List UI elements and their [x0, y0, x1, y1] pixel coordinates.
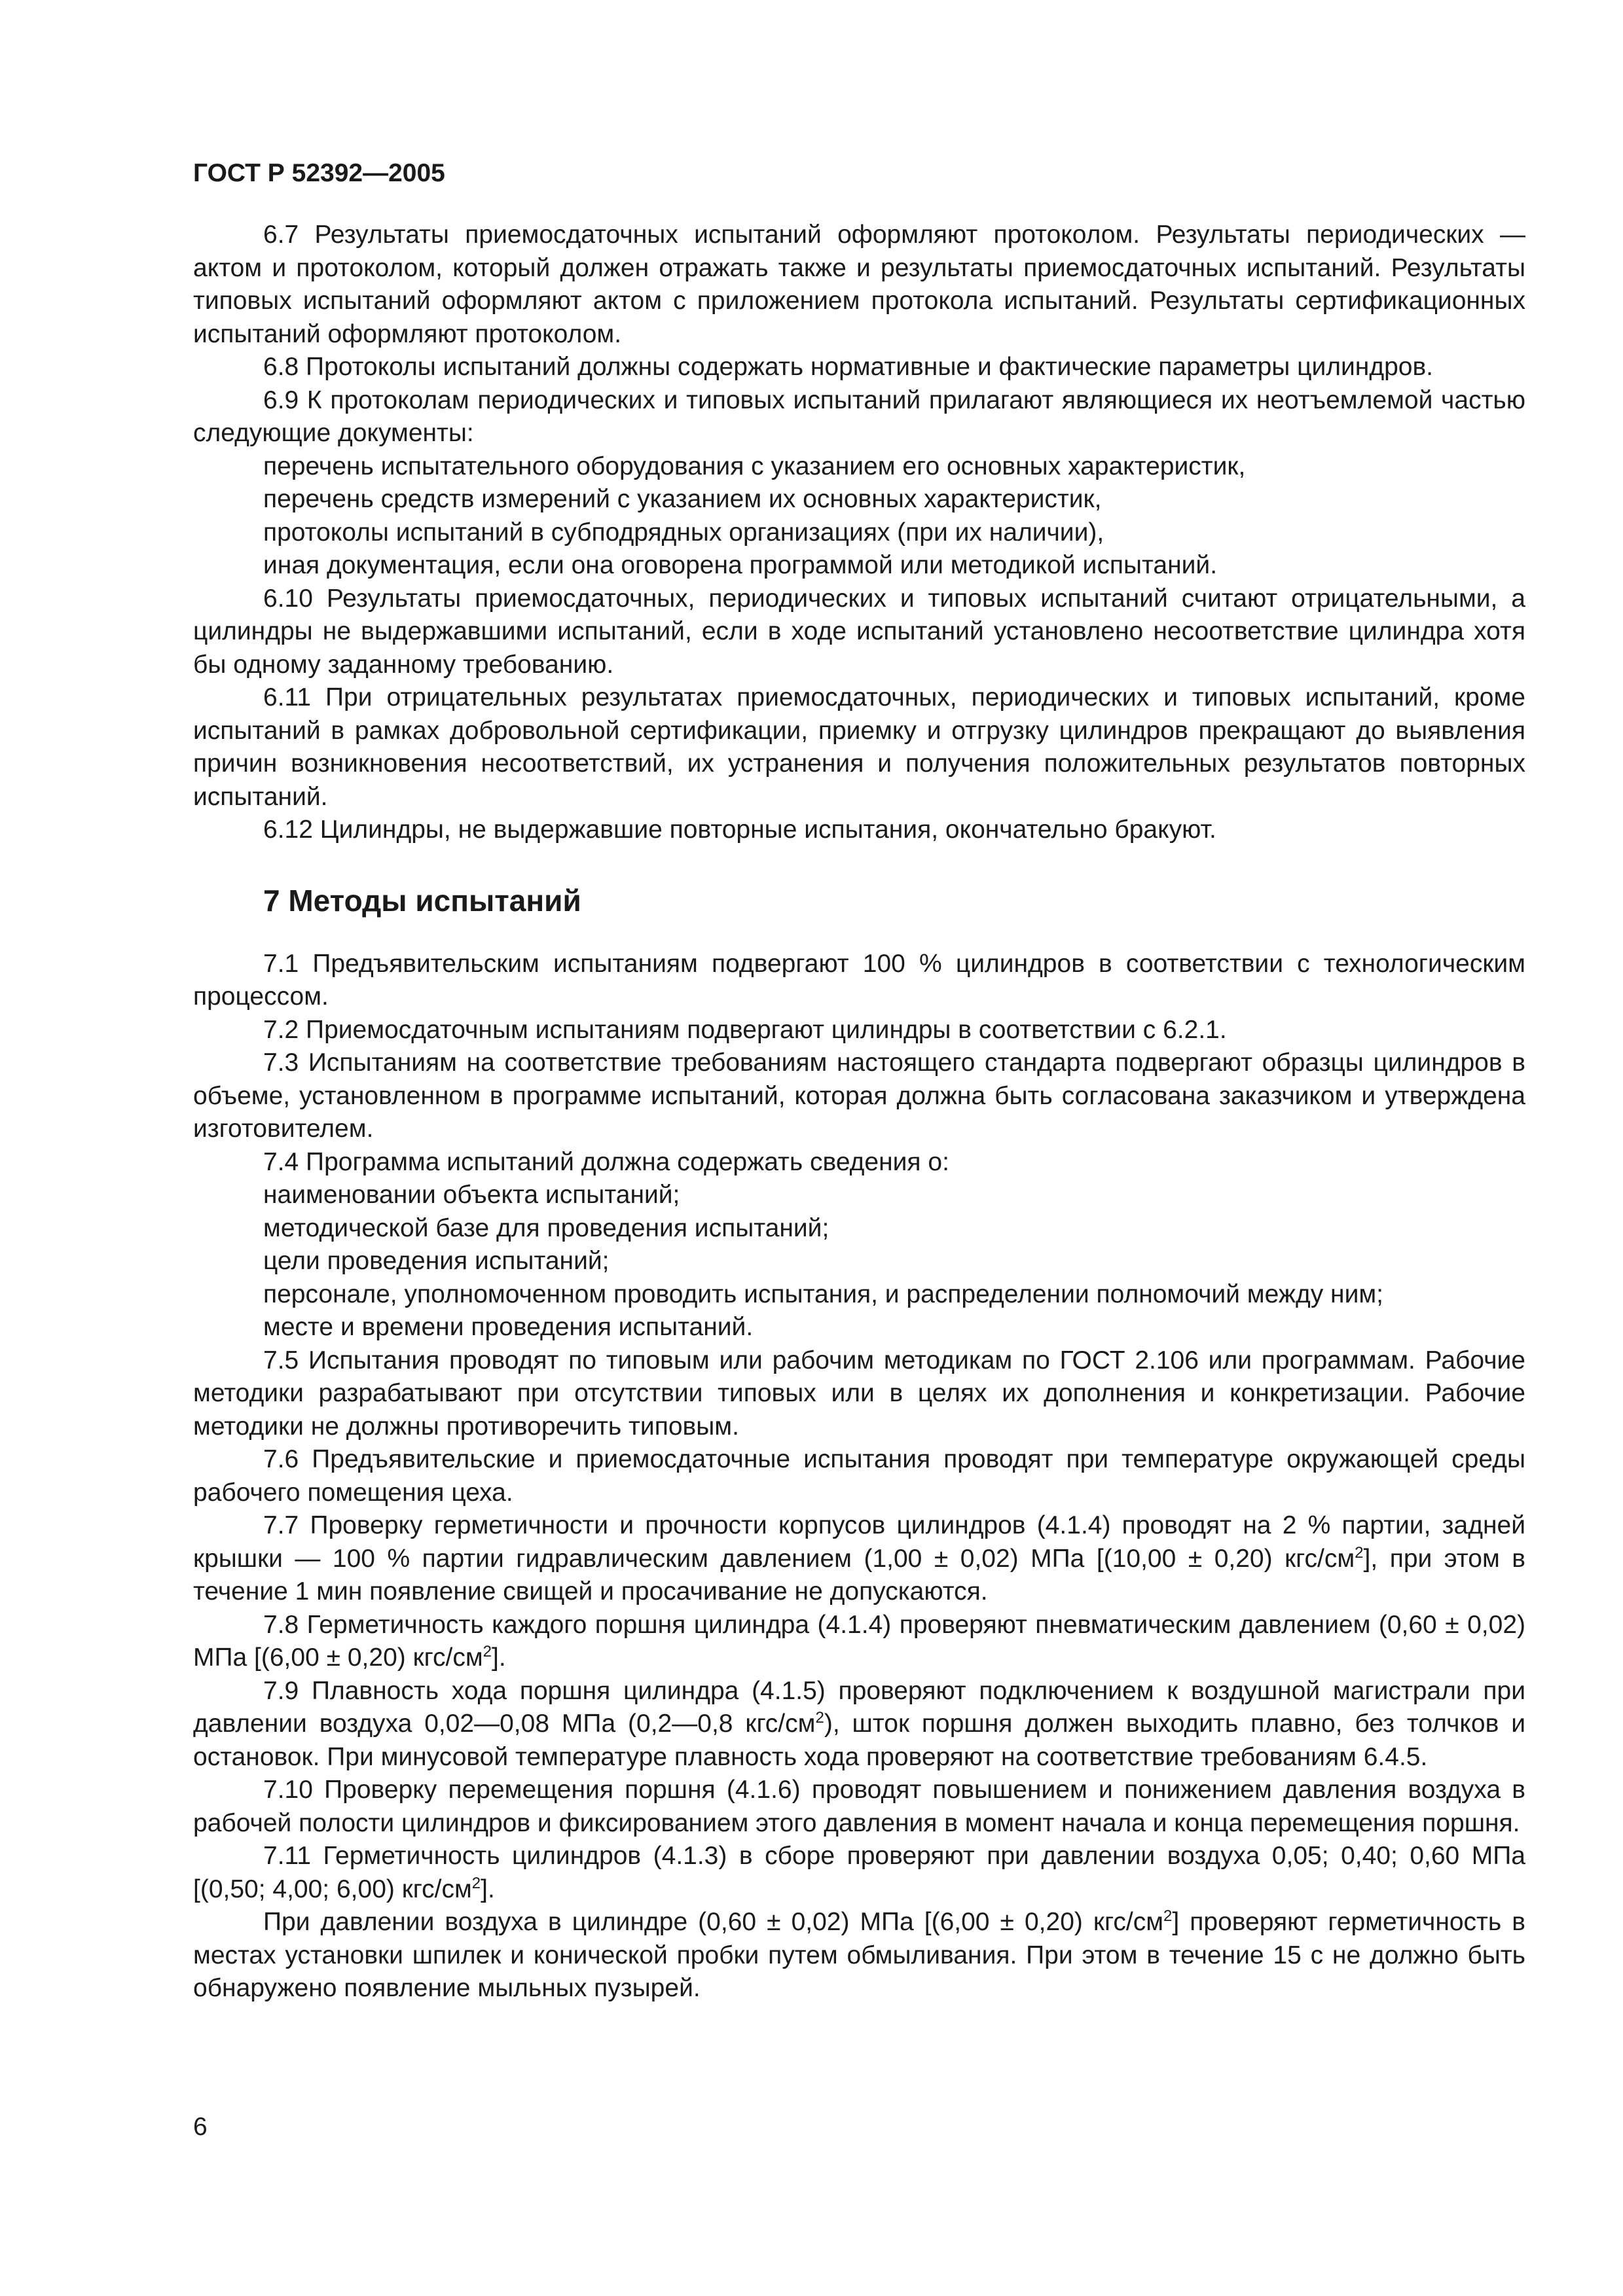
paragraph-7-4: 7.4 Программа испытаний должна содержать сведения о:	[263, 1147, 949, 1176]
superscript: 2	[815, 1709, 824, 1727]
paragraph-7-3: 7.3 Испытаниям на соответствие требованиям настоящего стандарта подвергают образцы цилиндров в объеме, установленном в программе испытаний, которая должна быть согласована заказчиком и утверждена изготовителем.	[193, 1049, 1525, 1143]
paragraph-text: ].	[481, 1874, 495, 1903]
document-header: ГОСТ Р 52392—2005	[193, 159, 445, 187]
superscript: 2	[483, 1643, 492, 1660]
paragraph-text: ].	[492, 1643, 506, 1672]
paragraph-7-11	[193, 1840, 1525, 1906]
paragraph-text: 7.9 Плавность хода поршня цилиндра (4.1.5) проверяют подключением к воздушной магистрали при давлении воздуха 0,02—0,08 МПа (0,2—0,8 кгс/см	[193, 1676, 1525, 1738]
paragraph-7-11-continued	[193, 1906, 1525, 2005]
paragraph-text: При давлении воздуха в цилиндре (0,60 ± 0,02) МПа [(6,00 ± 0,20) кгс/см	[263, 1908, 1164, 1936]
paragraph-text: 7.7 Проверку герметичности и прочности корпусов цилиндров (4.1.4) проводят на 2 % партии, задней крышки — 100 % партии гидравлическим давлением (1,00 ± 0,02) МПа [(10,00 ± 0,20) кгс/см	[193, 1511, 1525, 1573]
paragraph-text: ], при этом в течение 1 мин появление свищей и просачивание не допускаются.	[193, 1544, 1525, 1605]
paragraph-7-1: 7.1 Предъявительским испытаниям подвергают 100 % цилиндров в соответствии с технологическим процессом.	[193, 949, 1525, 1011]
paragraph-7-5: 7.5 Испытания проводят по типовым или рабочим методикам по ГОСТ 2.106 или программам. Рабочие методики разрабатывают при отсутствии типовых или в целях их дополнения и конкретизации. Рабочие методики не должны противоречить типовым.	[193, 1346, 1525, 1441]
list-item: месте и времени проведения испытаний.	[263, 1313, 754, 1341]
paragraph-text: 7.8 Герметичность каждого поршня цилиндра (4.1.4) проверяют пневматическим давлением (0,60 ± 0,02) МПа [(6,00 ± 0,20) кгс/см	[193, 1610, 1525, 1672]
list-item: протоколы испытаний в субподрядных организациях (при их наличии),	[263, 518, 1104, 547]
paragraph-6-7: 6.7 Результаты приемосдаточных испытаний оформляют протоколом. Результаты периодических — актом и протоколом, который должен отражать также и результаты приемосдаточных испытаний. Результаты типовых испытаний оформляют актом с приложением протокола испытаний. Результаты сертификационных испытаний оформляют протоколом.	[193, 221, 1525, 348]
paragraph-6-10: 6.10 Результаты приемосдаточных, периодических и типовых испытаний считают отрицательными, а цилиндры не выдержавшими испытаний, если в ходе испытаний установлено несоответствие цилиндра хотя бы одному заданному требованию.	[193, 584, 1525, 679]
list-item: цели проведения испытаний;	[263, 1247, 610, 1275]
list-item: методической базе для проведения испытаний;	[263, 1213, 830, 1242]
list-item: иная документация, если она оговорена программой или методикой испытаний.	[263, 551, 1218, 579]
paragraph-7-6: 7.6 Предъявительские и приемосдаточные испытания проводят при температуре окружающей среды рабочего помещения цеха.	[193, 1445, 1525, 1507]
section-title: 7 Методы испытаний	[263, 883, 581, 918]
list-item: наименовании объекта испытаний;	[263, 1181, 680, 1209]
page-number: 6	[193, 2113, 208, 2141]
paragraph-7-10: 7.10 Проверку перемещения поршня (4.1.6) проводят повышением и понижением давления воздуха в рабочей полости цилиндров и фиксированием этого давления в момент начала и конца перемещения поршня.	[193, 1776, 1525, 1837]
paragraph-text: ] проверяют герметичность в местах установки шпилек и конической пробки путем обмыливания. При этом в течение 15 с не должно быть обнаружено появление мыльных пузырей.	[193, 1908, 1525, 2002]
paragraph-6-11: 6.11 При отрицательных результатах приемосдаточных, периодических и типовых испытаний, кроме испытаний в рамках добровольной сертификации, приемку и отгрузку цилиндров прекращают до выявления причин возникновения несоответствий, их устранения и получения положительных результатов повторных испытаний.	[193, 683, 1525, 811]
superscript: 2	[1355, 1543, 1364, 1562]
paragraph-6-9: 6.9 К протоколам периодических и типовых испытаний прилагают являющиеся их неотъемлемой частью следующие документы:	[193, 386, 1525, 447]
paragraph-7-2: 7.2 Приемосдаточным испытаниям подвергают цилиндры в соответствии с 6.2.1.	[263, 1015, 1227, 1044]
paragraph-7-7	[193, 1509, 1525, 1609]
list-item: персонале, уполномоченном проводить испытания, и распределении полномочий между ним;	[263, 1280, 1384, 1308]
paragraph-6-12: 6.12 Цилиндры, не выдержавшие повторные испытания, окончательно бракуют.	[263, 816, 1216, 844]
superscript: 2	[471, 1874, 481, 1892]
paragraph-text: 7.11 Герметичность цилиндров (4.1.3) в сборе проверяют при давлении воздуха 0,05; 0,40; 0,60 МПа [(0,50; 4,00; 6,00) кгс/см	[193, 1842, 1525, 1903]
list-item: перечень средств измерений с указанием их основных характеристик,	[263, 485, 1102, 513]
paragraph-7-9	[193, 1675, 1525, 1774]
document-page	[193, 157, 1525, 2005]
paragraph-6-8: 6.8 Протоколы испытаний должны содержать нормативные и фактические параметры цилиндров.	[263, 353, 1434, 381]
paragraph-text: ), шток поршня должен выходить плавно, без толчков и остановок. При минусовой температуре плавность хода проверяют на соответствие требованиям 6.4.5.	[193, 1710, 1525, 1771]
superscript: 2	[1163, 1907, 1173, 1925]
list-item: перечень испытательного оборудования с указанием его основных характеристик,	[263, 452, 1246, 480]
paragraph-7-8	[193, 1609, 1525, 1675]
